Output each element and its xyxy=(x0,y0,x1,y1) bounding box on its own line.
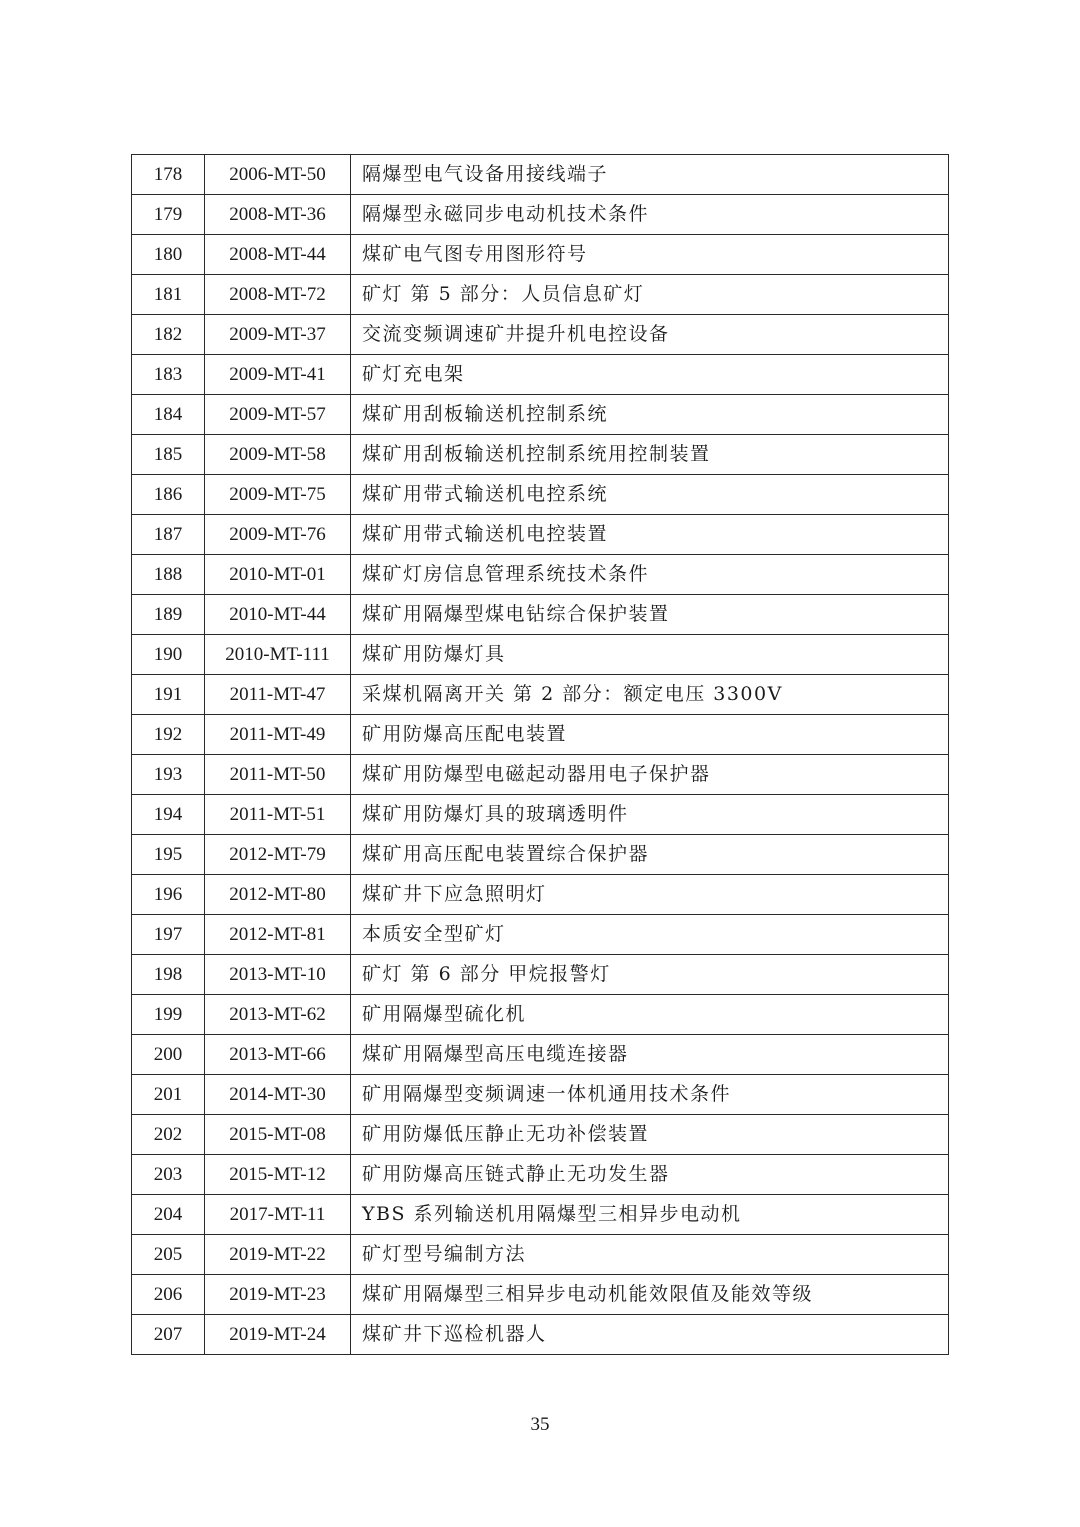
table-row xyxy=(132,315,949,355)
row-number-cell: 206 xyxy=(132,1275,205,1315)
standard-code-cell: 2009-MT-75 xyxy=(205,475,351,515)
table-row xyxy=(132,595,949,635)
standard-name-cell: 煤矿用刮板输送机控制系统用控制装置 xyxy=(351,435,949,475)
row-number-cell: 189 xyxy=(132,595,205,635)
row-number-cell: 200 xyxy=(132,1035,205,1075)
table-row xyxy=(132,755,949,795)
table-row xyxy=(132,1195,949,1235)
standard-code-cell: 2015-MT-12 xyxy=(205,1155,351,1195)
table-row xyxy=(132,475,949,515)
row-number-cell: 186 xyxy=(132,475,205,515)
table-row xyxy=(132,235,949,275)
standard-name-cell: 煤矿用隔爆型煤电钻综合保护装置 xyxy=(351,595,949,635)
row-number-cell: 195 xyxy=(132,835,205,875)
standard-code-cell: 2009-MT-57 xyxy=(205,395,351,435)
table-row xyxy=(132,675,949,715)
standard-name-cell: 矿灯型号编制方法 xyxy=(351,1235,949,1275)
table-row xyxy=(132,195,949,235)
standard-name-cell: 矿用防爆高压配电装置 xyxy=(351,715,949,755)
standard-code-cell: 2008-MT-72 xyxy=(205,275,351,315)
row-number-cell: 198 xyxy=(132,955,205,995)
table-row xyxy=(132,435,949,475)
row-number-cell: 178 xyxy=(132,155,205,195)
standard-code-cell: 2012-MT-79 xyxy=(205,835,351,875)
row-number-cell: 197 xyxy=(132,915,205,955)
table-row xyxy=(132,555,949,595)
table-row xyxy=(132,1155,949,1195)
standard-name-cell: 矿用隔爆型硫化机 xyxy=(351,995,949,1035)
standard-code-cell: 2010-MT-01 xyxy=(205,555,351,595)
standard-name-cell: 煤矿用防爆型电磁起动器用电子保护器 xyxy=(351,755,949,795)
row-number-cell: 192 xyxy=(132,715,205,755)
standard-name-cell: 矿用防爆低压静止无功补偿装置 xyxy=(351,1115,949,1155)
page-number: 35 xyxy=(530,1414,550,1435)
standard-name-cell: 采煤机隔离开关 第 2 部分：额定电压 3300V xyxy=(351,675,949,715)
row-number-cell: 204 xyxy=(132,1195,205,1235)
row-number-cell: 190 xyxy=(132,635,205,675)
standards-table xyxy=(131,154,949,1355)
table-row xyxy=(132,915,949,955)
table-row xyxy=(132,1235,949,1275)
standard-name-cell: 煤矿用隔爆型高压电缆连接器 xyxy=(351,1035,949,1075)
standard-code-cell: 2012-MT-81 xyxy=(205,915,351,955)
standard-name-cell: 煤矿用带式输送机电控装置 xyxy=(351,515,949,555)
standard-code-cell: 2019-MT-24 xyxy=(205,1315,351,1355)
standard-code-cell: 2013-MT-10 xyxy=(205,955,351,995)
row-number-cell: 199 xyxy=(132,995,205,1035)
table-row xyxy=(132,155,949,195)
table-row xyxy=(132,1275,949,1315)
table-row xyxy=(132,875,949,915)
standard-name-cell: 煤矿用防爆灯具的玻璃透明件 xyxy=(351,795,949,835)
standard-code-cell: 2010-MT-111 xyxy=(205,635,351,675)
table-row xyxy=(132,1035,949,1075)
standard-code-cell: 2013-MT-62 xyxy=(205,995,351,1035)
standard-name-cell: 煤矿电气图专用图形符号 xyxy=(351,235,949,275)
standard-code-cell: 2015-MT-08 xyxy=(205,1115,351,1155)
row-number-cell: 191 xyxy=(132,675,205,715)
row-number-cell: 193 xyxy=(132,755,205,795)
standard-name-cell: 矿用隔爆型变频调速一体机通用技术条件 xyxy=(351,1075,949,1115)
standard-name-cell: 交流变频调速矿井提升机电控设备 xyxy=(351,315,949,355)
standard-code-cell: 2008-MT-44 xyxy=(205,235,351,275)
standard-name-cell: 煤矿井下巡检机器人 xyxy=(351,1315,949,1355)
standard-name-cell: 煤矿用刮板输送机控制系统 xyxy=(351,395,949,435)
row-number-cell: 188 xyxy=(132,555,205,595)
standard-code-cell: 2019-MT-23 xyxy=(205,1275,351,1315)
standard-code-cell: 2011-MT-47 xyxy=(205,675,351,715)
table-row xyxy=(132,395,949,435)
standard-code-cell: 2012-MT-80 xyxy=(205,875,351,915)
row-number-cell: 184 xyxy=(132,395,205,435)
row-number-cell: 182 xyxy=(132,315,205,355)
table-body xyxy=(132,155,949,1355)
row-number-cell: 201 xyxy=(132,1075,205,1115)
standard-code-cell: 2006-MT-50 xyxy=(205,155,351,195)
standard-name-cell: 矿灯 第 6 部分 甲烷报警灯 xyxy=(351,955,949,995)
row-number-cell: 205 xyxy=(132,1235,205,1275)
row-number-cell: 179 xyxy=(132,195,205,235)
table-row xyxy=(132,635,949,675)
standard-code-cell: 2009-MT-41 xyxy=(205,355,351,395)
standard-name-cell: 煤矿用隔爆型三相异步电动机能效限值及能效等级 xyxy=(351,1275,949,1315)
table-row xyxy=(132,1315,949,1355)
table-row xyxy=(132,715,949,755)
table-row xyxy=(132,515,949,555)
row-number-cell: 207 xyxy=(132,1315,205,1355)
row-number-cell: 194 xyxy=(132,795,205,835)
standard-code-cell: 2009-MT-58 xyxy=(205,435,351,475)
standard-name-cell: 矿用防爆高压链式静止无功发生器 xyxy=(351,1155,949,1195)
standard-name-cell: 矿灯充电架 xyxy=(351,355,949,395)
row-number-cell: 196 xyxy=(132,875,205,915)
table-row xyxy=(132,795,949,835)
standard-code-cell: 2017-MT-11 xyxy=(205,1195,351,1235)
standard-code-cell: 2011-MT-51 xyxy=(205,795,351,835)
standard-name-cell: 煤矿用带式输送机电控系统 xyxy=(351,475,949,515)
standard-code-cell: 2011-MT-49 xyxy=(205,715,351,755)
standard-code-cell: 2011-MT-50 xyxy=(205,755,351,795)
standard-code-cell: 2019-MT-22 xyxy=(205,1235,351,1275)
table-row xyxy=(132,275,949,315)
table-row xyxy=(132,835,949,875)
standard-name-cell: YBS 系列输送机用隔爆型三相异步电动机 xyxy=(351,1195,949,1235)
standard-code-cell: 2013-MT-66 xyxy=(205,1035,351,1075)
table-row xyxy=(132,1075,949,1115)
standard-name-cell: 隔爆型电气设备用接线端子 xyxy=(351,155,949,195)
standard-name-cell: 煤矿用防爆灯具 xyxy=(351,635,949,675)
row-number-cell: 203 xyxy=(132,1155,205,1195)
row-number-cell: 202 xyxy=(132,1115,205,1155)
standard-name-cell: 煤矿灯房信息管理系统技术条件 xyxy=(351,555,949,595)
row-number-cell: 183 xyxy=(132,355,205,395)
row-number-cell: 181 xyxy=(132,275,205,315)
table-row xyxy=(132,1115,949,1155)
standard-name-cell: 隔爆型永磁同步电动机技术条件 xyxy=(351,195,949,235)
standard-name-cell: 矿灯 第 5 部分：人员信息矿灯 xyxy=(351,275,949,315)
standard-code-cell: 2008-MT-36 xyxy=(205,195,351,235)
table-row xyxy=(132,355,949,395)
standard-name-cell: 煤矿用高压配电装置综合保护器 xyxy=(351,835,949,875)
row-number-cell: 185 xyxy=(132,435,205,475)
standard-name-cell: 本质安全型矿灯 xyxy=(351,915,949,955)
table-row xyxy=(132,995,949,1035)
standard-code-cell: 2009-MT-76 xyxy=(205,515,351,555)
standard-code-cell: 2010-MT-44 xyxy=(205,595,351,635)
standard-code-cell: 2009-MT-37 xyxy=(205,315,351,355)
standard-name-cell: 煤矿井下应急照明灯 xyxy=(351,875,949,915)
row-number-cell: 180 xyxy=(132,235,205,275)
table-row xyxy=(132,955,949,995)
row-number-cell: 187 xyxy=(132,515,205,555)
standard-code-cell: 2014-MT-30 xyxy=(205,1075,351,1115)
